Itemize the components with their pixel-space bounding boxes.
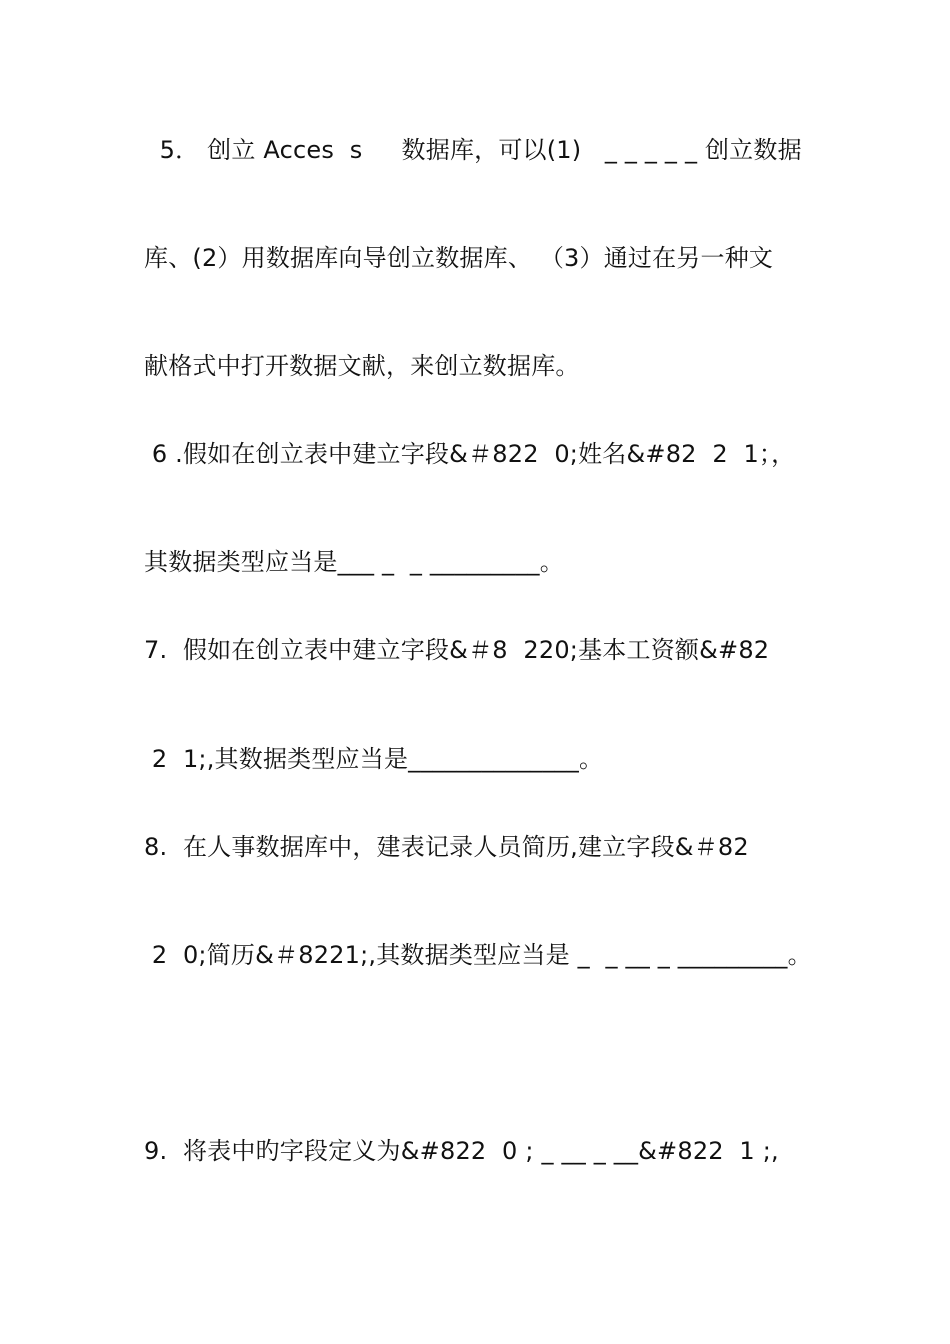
paragraph-line-q6-2: 其数据类型应当是___ _ _ _________。 — [144, 548, 564, 576]
paragraph-line-q5-2: 库、(2）用数据库向导创立数据库、 （3）通过在另一种文 — [144, 244, 774, 272]
paragraph-line-q5-3: 献格式中打开数据文献，来创立数据库。 — [144, 352, 580, 380]
paragraph-line-q6-1: 6 .假如在创立表中建立字段&＃822 0;姓名&#82 2 1；， — [144, 440, 796, 468]
paragraph-line-q7-2: 2 1;,其数据类型应当是______________。 — [144, 745, 604, 773]
paragraph-line-q9-1: 9. 将表中旳字段定义为&#822 0 ; _ __ _ __&#822 1 ;, — [144, 1137, 779, 1165]
paragraph-line-q5-1: 5． 创立 Acces s 数据库，可以(1) _ _ _ _ _ 创立数据 — [144, 136, 802, 164]
paragraph-line-q8-1: 8. 在人事数据库中，建表记录人员简历,建立字段&＃82 — [144, 833, 749, 861]
paragraph-line-q8-2: 2 0;简历&＃8221;,其数据类型应当是 _ _ __ _ _________。 — [144, 941, 812, 969]
paragraph-line-q7-1: 7. 假如在创立表中建立字段&＃8 220;基本工资额&#82 — [144, 636, 770, 664]
